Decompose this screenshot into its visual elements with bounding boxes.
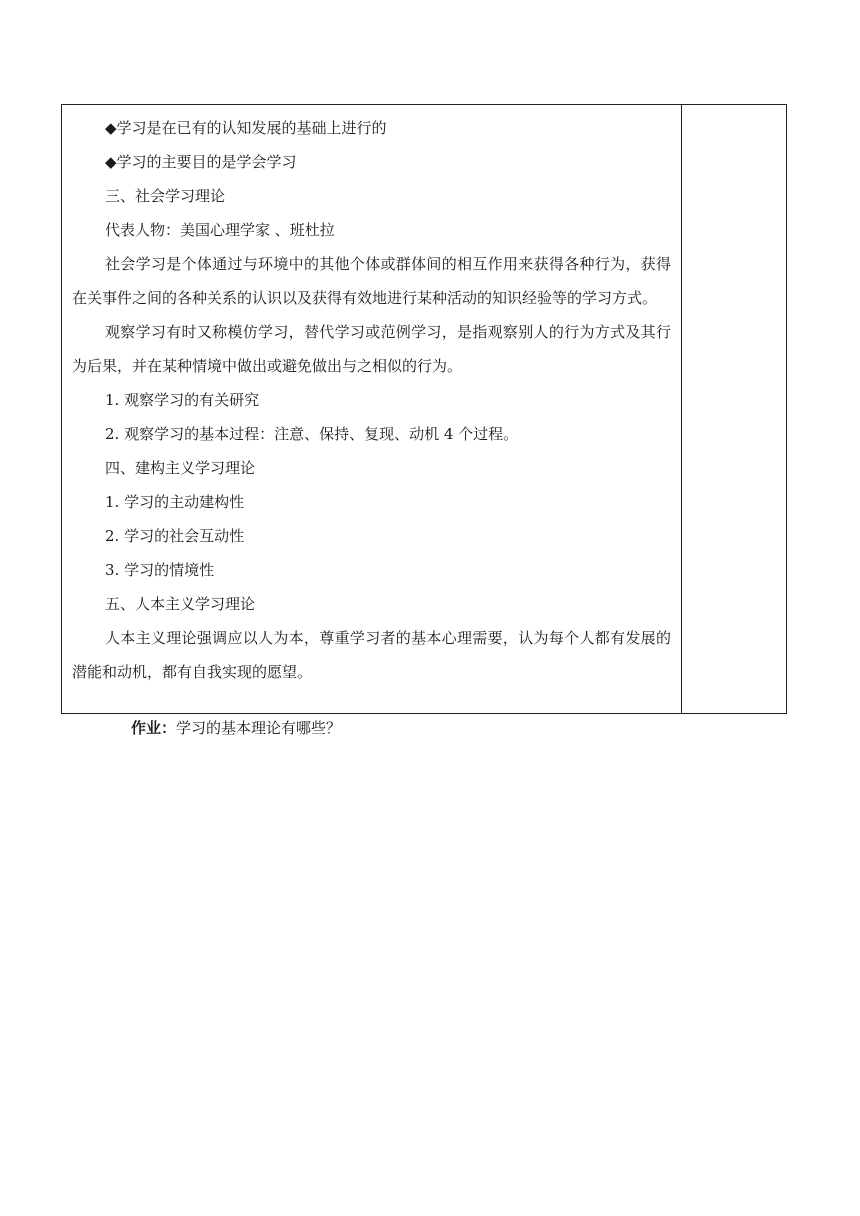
- paragraph-social-learning: 社会学习是个体通过与环境中的其他个体或群体间的相互作用来获得各种行为，获得在关事件之间的各种关系的认识以及获得有效地进行某种活动的知识经验等的学习方式。: [72, 255, 671, 307]
- item-observation-process: 2. 观察学习的基本过程：注意、保持、复现、动机 4 个过程。: [105, 425, 519, 443]
- lesson-table: [61, 104, 787, 714]
- item-social-interaction: 2. 学习的社会互动性: [105, 527, 245, 545]
- heading-social-learning: 三、社会学习理论: [105, 187, 226, 205]
- homework-line: [131, 714, 341, 742]
- notes-cell: [682, 105, 787, 714]
- content-body: [62, 105, 681, 689]
- heading-humanism: 五、人本主义学习理论: [105, 595, 256, 613]
- bullet-learn-to-learn: ◆学习的主要目的是学会学习: [105, 153, 297, 171]
- item-situational: 3. 学习的情境性: [105, 561, 215, 579]
- heading-constructivism: 四、建构主义学习理论: [105, 459, 256, 477]
- content-cell: [62, 105, 682, 714]
- paragraph-humanism: 人本主义理论强调应以人为本，尊重学习者的基本心理需要，认为每个人都有发展的潜能和动机，都有自我实现的愿望。: [72, 629, 671, 681]
- homework-text: 学习的基本理论有哪些？: [176, 719, 342, 737]
- representative-figure: 代表人物：美国心理学家 、班杜拉: [105, 221, 335, 239]
- homework-label: 作业：: [131, 719, 177, 737]
- item-active-construction: 1. 学习的主动建构性: [105, 493, 245, 511]
- bullet-prior-cognition: ◆学习是在已有的认知发展的基础上进行的: [105, 119, 387, 137]
- paragraph-observational-learning: 观察学习有时又称模仿学习，替代学习或范例学习，是指观察别人的行为方式及其行为后果，并在某种情境中做出或避免做出与之相似的行为。: [72, 323, 671, 375]
- item-observation-research: 1. 观察学习的有关研究: [105, 391, 260, 409]
